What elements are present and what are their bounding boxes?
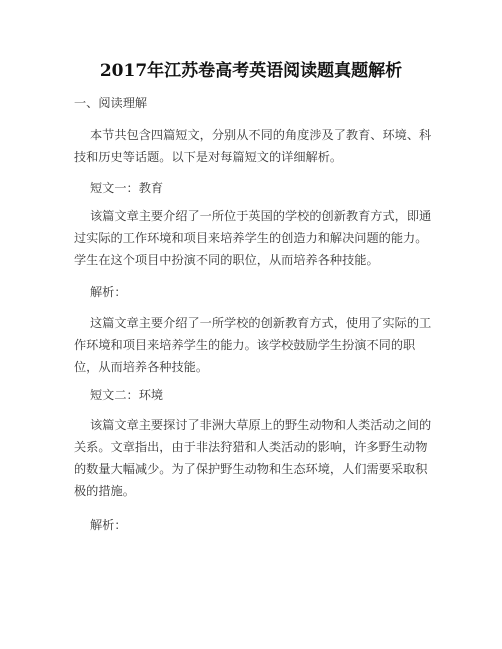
analysis1-paragraph: 这篇文章主要介绍了一所学校的创新教育方式，使用了实际的工作环境和项目来培养学生的能力。该学校鼓励学生扮演不同的职位，从而培养各种技能。 xyxy=(74,316,432,374)
section-heading: 一、阅读理解 xyxy=(74,96,148,110)
analysis2-heading: 解析： xyxy=(90,518,127,532)
passage1-paragraph: 该篇文章主要介绍了一所位于英国的学校的创新教育方式，即通过实际的工作环境和项目来培养学生的创造力和解决问题的能力。学生在这个项目中扮演不同的职位，从而培养各种技能。 xyxy=(74,209,432,267)
passage2-paragraph: 该篇文章主要探讨了非洲大草原上的野生动物和人类活动之间的关系。文章指出，由于非法狩猎和人类活动的影响，许多野生动物的数量大幅减少。为了保护野生动物和生态环境，人们需要采取积极的措施。 xyxy=(74,418,432,498)
analysis1-heading: 解析： xyxy=(90,285,127,299)
passage1-heading: 短文一：教育 xyxy=(90,181,164,195)
document-title: 2017年江苏卷高考英语阅读题真题解析 xyxy=(99,61,403,81)
intro-paragraph: 本节共包含四篇短文，分别从不同的角度涉及了教育、环境、科技和历史等话题。以下是对每篇短文的详细解析。 xyxy=(74,128,432,164)
passage2-heading: 短文二：环境 xyxy=(90,388,164,402)
